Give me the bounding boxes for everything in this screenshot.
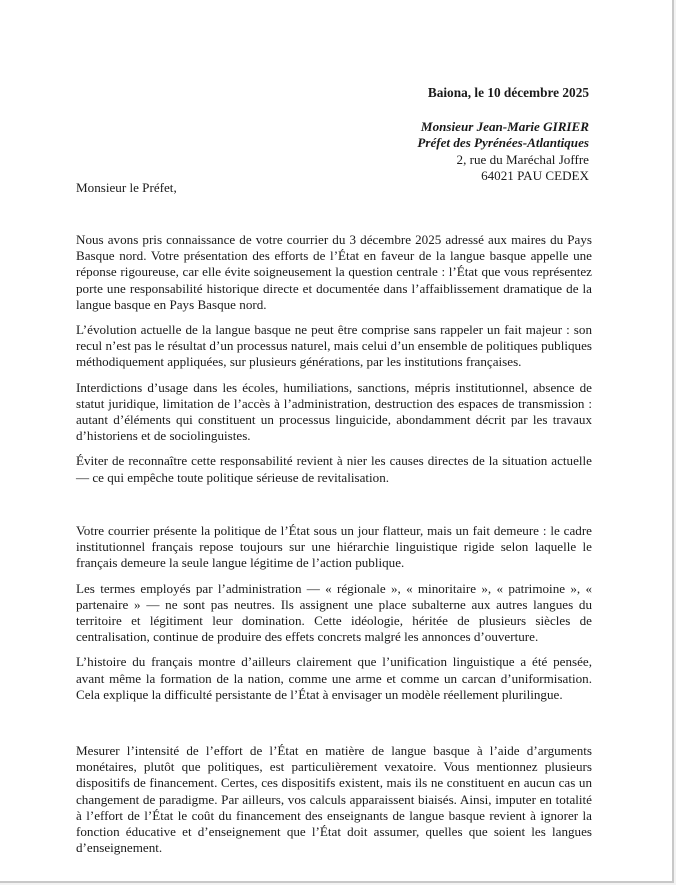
section-1	[76, 232, 592, 495]
recipient-name: Monsieur Jean-Marie GIRIER	[420, 119, 589, 134]
paragraph: Les termes employés par l’administration — « régionale », « minoritaire », « patrimoine », « partenaire » — ne sont pas neutres. Ils assignent une place subalterne aux autres langues du territoire et légitiment leur domination. Cette idéologie, héritée de plusieurs siècles de centralisation, continue de produire des effets concrets malgré les annonces d’ouverture.	[76, 580, 592, 645]
paragraph: Nous avons pris connaissance de votre courrier du 3 décembre 2025 adressé aux maires du Pays Basque nord. Votre présentation des efforts de l’État en faveur de la langue basque appelle une réponse rigoureuse, car elle évite soigneusement la question centrale : l’État que vous représentez porte une responsabilité historique directe et documentée dans l’affaiblissement dramatique de la langue basque en Pays Basque nord.	[76, 232, 592, 312]
paragraph: Interdictions d’usage dans les écoles, humiliations, sanctions, mépris institutionnel, absence de statut juridique, limitation de l’accès à l’administration, destruction des espaces de transmission : autant d’éléments qui constituent un processus linguicide, abondamment décrit par les travaux d’historiens et de sociolinguistes.	[76, 379, 592, 444]
recipient-city: 64021 PAU CEDEX	[481, 168, 589, 184]
paragraph: L’histoire du français montre d’ailleurs clairement que l’unification linguistique a été pensée, avant même la formation de la nation, comme une arme et comme un carcan d’uniformisation. Cela explique la difficulté persistante de l’État à envisager un modèle réellement plurilingue.	[76, 654, 592, 702]
paragraph: Mesurer l’intensité de l’effort de l’État en matière de langue basque à l’aide d’arguments monétaires, plutôt que politiques, est particulièrement vexatoire. Vous mentionnez plusieurs dispositifs de financement. Certes, ces dispositifs existent, mais ils ne constituent en aucun cas un changement de paradigme. Par ailleurs, vos calculs apparaissent biaisés. Ainsi, imputer en totalité à l’effort de l’État le coût du financement des enseignants de langue basque revient à ignorer la fonction éducative et d’enseignement que l’État doit assumer, quelles que soient les langues d’enseignement.	[76, 743, 592, 856]
section-2	[76, 523, 592, 712]
paragraph: Votre courrier présente la politique de l’État sous un jour flatteur, mais un fait demeure : le cadre institutionnel français repose toujours sur une hiérarchie linguistique rigide selon laquelle le français demeure la seule langue légitime de l’action publique.	[76, 523, 592, 571]
paragraph: Éviter de reconnaître cette responsabilité revient à nier les causes directes de la situation actuelle — ce qui empêche toute politique sérieuse de revitalisation.	[76, 453, 592, 485]
paragraph: L’évolution actuelle de la langue basque ne peut être comprise sans rappeler un fait majeur : son recul n’est pas le résultat d’un processus naturel, mais celui d’un ensemble de politiques publiques méthodiquement appliquées, sur plusieurs générations, par les institutions françaises.	[76, 322, 592, 370]
recipient-title: Préfet des Pyrénées-Atlantiques	[417, 135, 589, 151]
recipient-address	[417, 119, 589, 185]
salutation: Monsieur le Préfet,	[76, 180, 177, 195]
place-date: Baiona, le 10 décembre 2025	[427, 85, 589, 100]
recipient-street: 2, rue du Maréchal Joffre	[456, 151, 589, 167]
section-3	[76, 743, 592, 865]
